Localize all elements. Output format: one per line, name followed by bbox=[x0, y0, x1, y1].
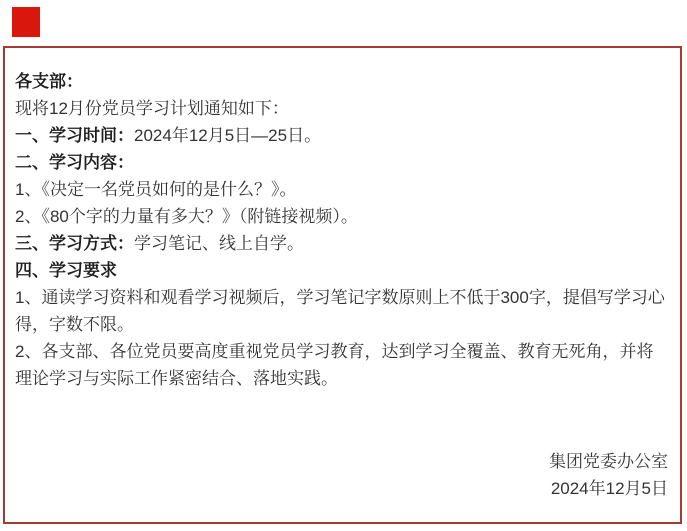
section-study-requirements-label: 四、学习要求 bbox=[15, 261, 117, 280]
section-study-time bbox=[15, 122, 668, 149]
signature-date: 2024年12月5日 bbox=[550, 479, 668, 498]
signature-block bbox=[15, 448, 668, 502]
content-item-2 bbox=[15, 203, 668, 230]
section-study-content bbox=[15, 149, 668, 176]
section-study-method-label: 三、学习方式： bbox=[15, 234, 134, 253]
red-square-logo bbox=[12, 7, 40, 37]
intro-line bbox=[15, 95, 668, 122]
section-study-content-label: 二、学习内容： bbox=[15, 153, 134, 172]
intro-text: 现将12月份党员学习计划通知如下： bbox=[15, 99, 289, 118]
signature-org: 集团党委办公室 bbox=[549, 452, 668, 471]
section-study-method bbox=[15, 230, 668, 257]
requirement-item-2 bbox=[15, 338, 668, 392]
notice-box bbox=[3, 46, 682, 524]
section-study-method-value: 学习笔记、线上自学。 bbox=[134, 234, 304, 253]
section-study-time-label: 一、学习时间： bbox=[15, 126, 134, 145]
salutation-text: 各支部： bbox=[15, 72, 83, 91]
content-item-1 bbox=[15, 176, 668, 203]
content-item-1-text: 1、《决定一名党员如何的是什么？》。 bbox=[15, 180, 297, 199]
requirement-item-1 bbox=[15, 284, 668, 338]
section-study-time-value: 2024年12月5日—25日。 bbox=[134, 126, 322, 145]
requirement-item-1-text: 1、通读学习资料和观看学习视频后，学习笔记字数原则上不低于300字，提倡写学习心得，字数不限。 bbox=[15, 288, 665, 334]
content-item-2-text: 2、《80个字的力量有多大？》（附链接视频）。 bbox=[15, 207, 358, 226]
requirement-item-2-text: 2、各支部、各位党员要高度重视党员学习教育，达到学习全覆盖、教育无死角，并将理论学习与实际工作紧密结合、落地实践。 bbox=[15, 342, 654, 388]
salutation bbox=[15, 68, 668, 95]
section-study-requirements bbox=[15, 257, 668, 284]
